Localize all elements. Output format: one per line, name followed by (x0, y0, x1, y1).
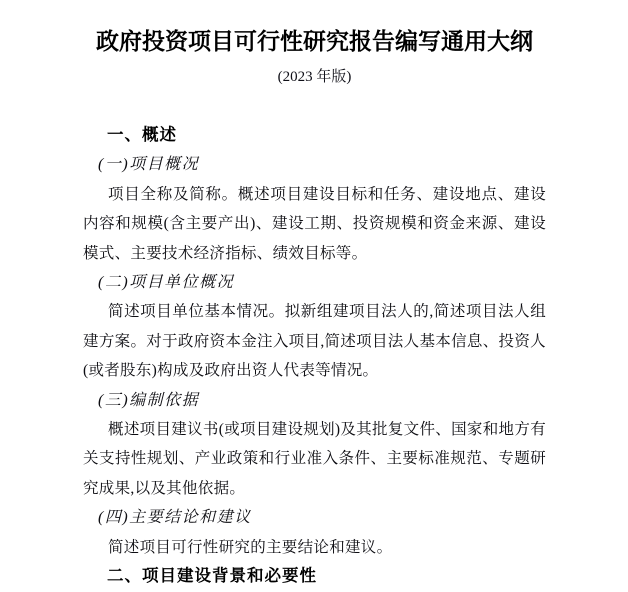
doc-heading-level1: 二、项目建设背景和必要性 (107, 567, 317, 586)
doc-sections (83, 121, 546, 592)
doc-paragraph: 概述项目建议书(或项目建设规划)及其批复文件、国家和地方有关支持性规划、产业政策和行业准入条件、主要标准规范、专题研究成果,以及其他依据。 (83, 421, 546, 497)
doc-heading-level1: 一、概述 (107, 126, 177, 144)
doc-heading-level2: (三)编制依据 (98, 391, 200, 409)
doc-paragraph: 项目全称及简称。概述项目建设目标和任务、建设地点、建设内容和规模(含主要产出)、建设工期、投资规模和资金来源、建设模式、主要技术经济指标、绩效目标等。 (83, 185, 546, 262)
doc-heading-level2: (一)项目概况 (98, 156, 200, 174)
doc-heading-level2: (四)主要结论和建议 (98, 509, 252, 527)
doc-heading-level2: (二)项目单位概况 (98, 274, 235, 292)
doc-paragraph: 简述项目单位基本情况。拟新组建项目法人的,简述项目法人组建方案。对于政府资本金注入项目,简述项目法人基本信息、投资人(或者股东)构成及政府出资人代表等情况。 (83, 303, 546, 380)
doc-paragraph: 简述项目可行性研究的主要结论和建议。 (108, 538, 393, 556)
document-edition: (2023 年版) (277, 69, 352, 85)
document-title: 政府投资项目可行性研究报告编写通用大纲 (96, 29, 533, 54)
